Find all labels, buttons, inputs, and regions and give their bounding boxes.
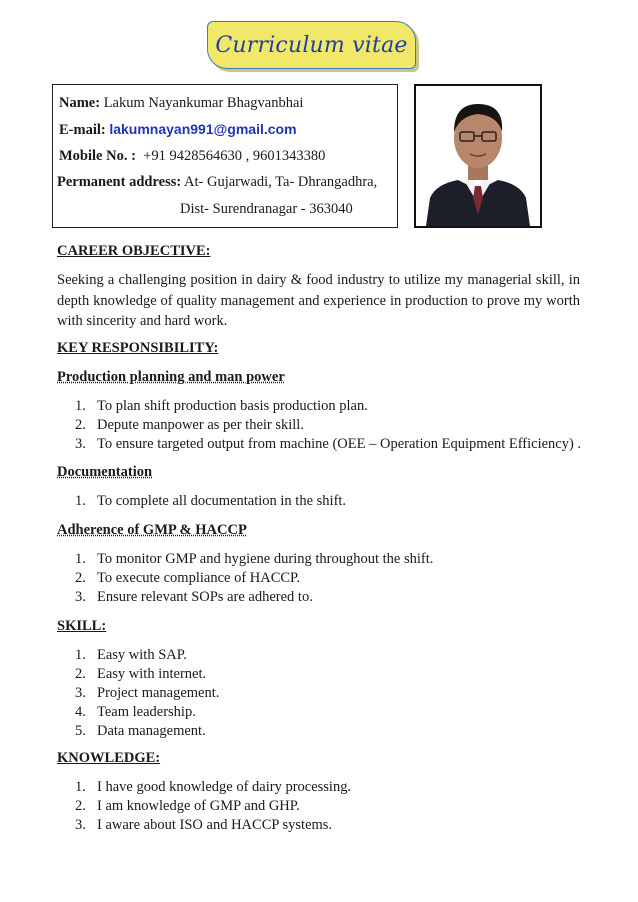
profile-photo xyxy=(414,84,542,228)
list-number: 3. xyxy=(75,685,86,701)
list-number: 1. xyxy=(75,398,86,414)
list-text: To monitor GMP and hygiene during throughout the shift. xyxy=(97,551,434,567)
list-item xyxy=(75,417,304,434)
list-number: 3. xyxy=(75,817,86,833)
list-number: 1. xyxy=(75,551,86,567)
mobile-value: +91 9428564630 , 9601343380 xyxy=(143,148,326,164)
list-item xyxy=(75,817,332,834)
list-text: To complete all documentation in the shift. xyxy=(97,493,347,509)
mobile-line xyxy=(59,148,325,165)
list-text: Easy with SAP. xyxy=(97,647,187,663)
list-text: Depute manpower as per their skill. xyxy=(97,417,304,433)
list-number: 1. xyxy=(75,779,86,795)
list-text: To plan shift production basis production plan. xyxy=(97,398,368,414)
name-value: Lakum Nayankumar Bhagvanbhai xyxy=(103,95,304,111)
list-item xyxy=(75,723,206,740)
profile-photo-icon xyxy=(416,86,540,226)
list-item xyxy=(75,685,219,702)
list-number: 2. xyxy=(75,570,86,586)
list-item xyxy=(75,436,581,453)
list-number: 3. xyxy=(75,436,86,452)
list-text: Team leadership. xyxy=(97,704,196,720)
list-item xyxy=(75,570,300,587)
address-line-2: Dist- Surendranagar - 363040 xyxy=(180,201,353,217)
list-item xyxy=(75,704,196,721)
name-line xyxy=(59,95,303,112)
list-text: Project management. xyxy=(97,685,220,701)
cv-title-banner xyxy=(207,21,416,69)
email-link[interactable]: lakumnayan991@gmail.com xyxy=(109,121,297,137)
career-objective-text: Seeking a challenging position in dairy & food industry to utilize my managerial skill, in depth knowledge of quality management and experience in production to prove my worth with sincerity and hard work. xyxy=(57,272,580,329)
list-text: To execute compliance of HACCP. xyxy=(97,570,301,586)
address-label: Permanent address: xyxy=(57,174,182,190)
list-text: To ensure targeted output from machine (OEE – Operation Equipment Efficiency) . xyxy=(97,436,582,452)
mobile-label: Mobile No. : xyxy=(59,148,136,164)
list-text: Data management. xyxy=(97,723,206,739)
list-text: I aware about ISO and HACCP systems. xyxy=(97,817,333,833)
list-number: 1. xyxy=(75,647,86,663)
list-item xyxy=(75,666,206,683)
list-number: 1. xyxy=(75,493,86,509)
address-value: At- Gujarwadi, Ta- Dhrangadhra, xyxy=(184,174,378,190)
list-item xyxy=(75,647,187,664)
email-label: E-mail: xyxy=(59,122,106,138)
list-number: 2. xyxy=(75,798,86,814)
gmp-haccp-heading: Adherence of GMP & HACCP xyxy=(57,522,247,538)
list-number: 2. xyxy=(75,417,86,433)
personal-info-box xyxy=(52,84,398,228)
name-label: Name: xyxy=(59,95,101,111)
key-responsibility-heading: KEY RESPONSIBILITY: xyxy=(57,340,219,356)
list-item xyxy=(75,551,433,568)
list-text: Ensure relevant SOPs are adhered to. xyxy=(97,589,313,605)
documentation-heading: Documentation xyxy=(57,464,153,480)
address-line xyxy=(57,174,377,191)
career-objective-heading: CAREER OBJECTIVE: xyxy=(57,243,211,259)
list-number: 3. xyxy=(75,589,86,605)
list-number: 5. xyxy=(75,723,86,739)
skill-heading: SKILL: xyxy=(57,618,107,634)
list-number: 4. xyxy=(75,704,86,720)
list-item xyxy=(75,398,368,415)
list-item xyxy=(75,779,351,796)
list-item xyxy=(75,798,300,815)
list-text: I am knowledge of GMP and GHP. xyxy=(97,798,300,814)
knowledge-heading: KNOWLEDGE: xyxy=(57,750,161,766)
list-number: 2. xyxy=(75,666,86,682)
production-planning-heading: Production planning and man power xyxy=(57,369,285,385)
cv-title: Curriculum vitae xyxy=(215,32,408,58)
list-item xyxy=(75,589,313,606)
list-item xyxy=(75,493,346,510)
list-text: Easy with internet. xyxy=(97,666,207,682)
email-line xyxy=(59,121,297,139)
list-text: I have good knowledge of dairy processing. xyxy=(97,779,352,795)
